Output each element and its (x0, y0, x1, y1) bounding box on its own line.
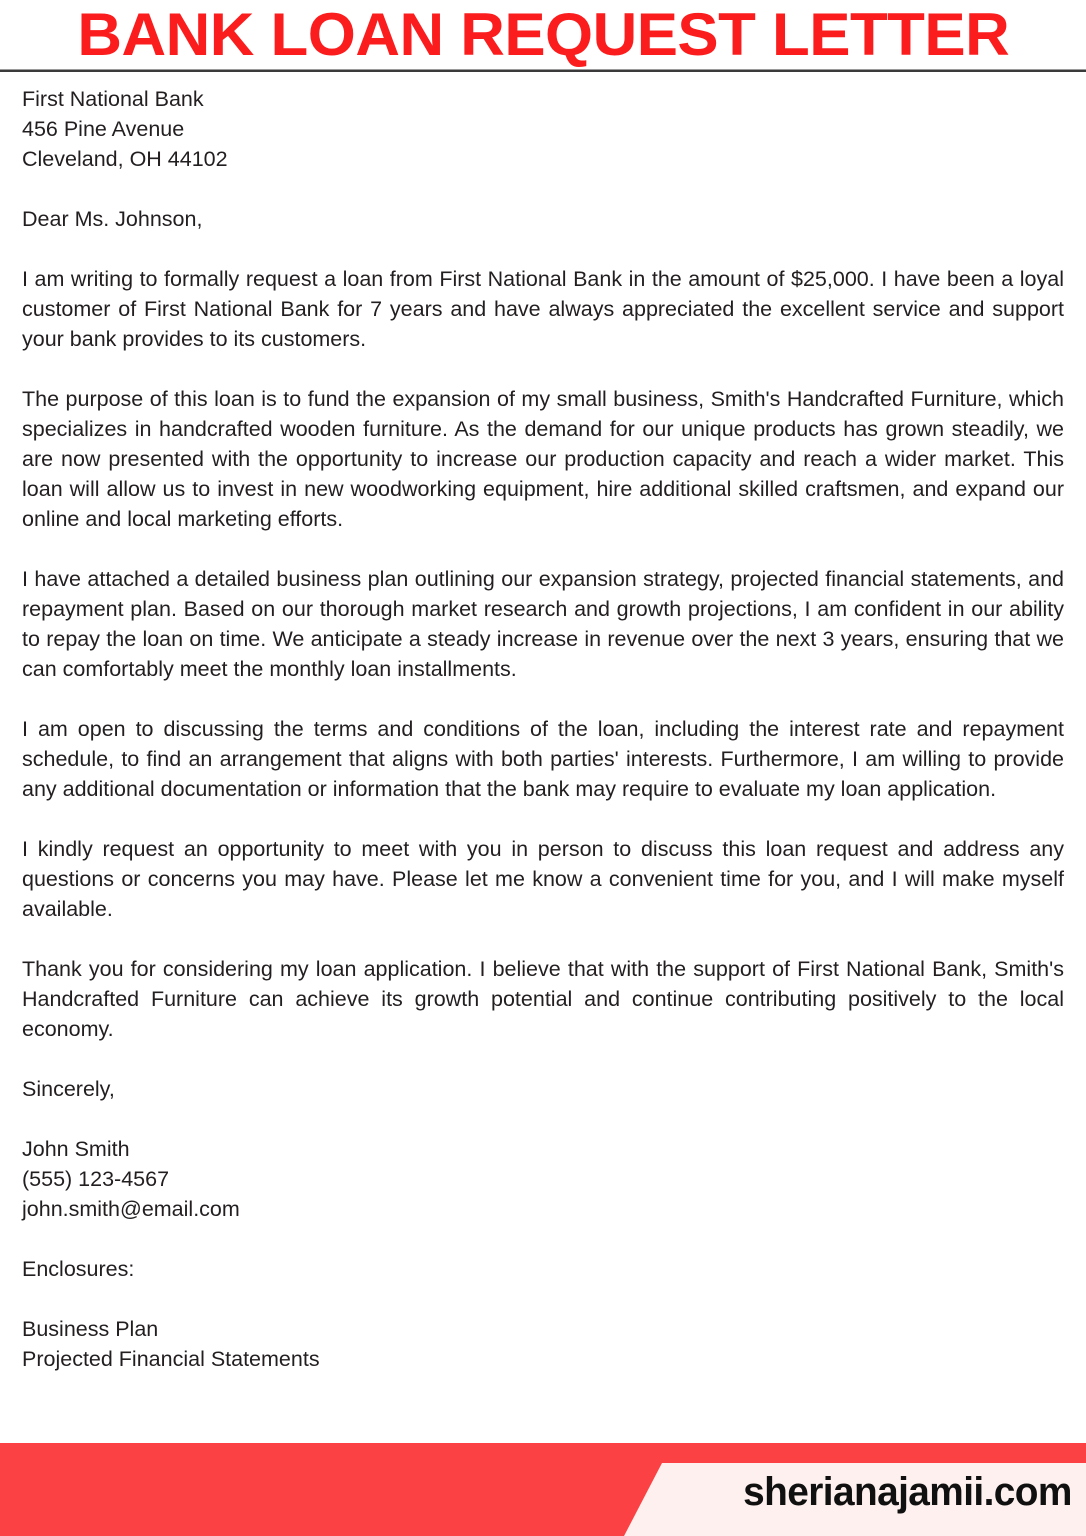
title-divider (0, 69, 1086, 72)
spacer (22, 534, 1064, 564)
spacer (22, 234, 1064, 264)
signer-phone: (555) 123-4567 (22, 1167, 170, 1191)
enclosures-list (22, 1314, 1064, 1374)
body-paragraph: I am writing to formally request a loan from First National Bank in the amount of $25,000. I have been a loyal customer of First National Bank for 7 years and have always appreciated the excellent service and support your bank provides to its customers. (22, 267, 1064, 351)
document-title-bar (0, 0, 1086, 70)
enclosures-label: Enclosures: (22, 1257, 135, 1281)
body-paragraph: Thank you for considering my loan application. I believe that with the support of First National Bank, Smith's Handcrafted Furniture can achieve its growth potential and continue contributing positively to the local economy. (22, 957, 1064, 1041)
spacer (22, 1104, 1064, 1134)
recipient-organization: First National Bank (22, 87, 204, 111)
recipient-street: 456 Pine Avenue (22, 117, 185, 141)
signature-block (22, 1134, 1064, 1224)
spacer (22, 804, 1064, 834)
salutation: Dear Ms. Johnson, (22, 207, 203, 231)
spacer (22, 684, 1064, 714)
signer-email: john.smith@email.com (22, 1197, 240, 1221)
body-paragraph: I have attached a detailed business plan outlining our expansion strategy, projected financial statements, and repayment plan. Based on our thorough market research and growth projections, I am confident in our ability to repay the loan on time. We anticipate a steady increase in revenue over the next 3 years, ensuring that we can comfortably meet the monthly loan installments. (22, 567, 1064, 681)
recipient-address-block (22, 84, 1064, 174)
brand-watermark: sherianajamii.com (743, 1470, 1072, 1514)
spacer (22, 924, 1064, 954)
enclosure-item: Projected Financial Statements (22, 1347, 320, 1371)
signer-name: John Smith (22, 1137, 130, 1161)
letter-body (22, 84, 1064, 1374)
recipient-city-state-zip: Cleveland, OH 44102 (22, 147, 228, 171)
spacer (22, 174, 1064, 204)
spacer (22, 354, 1064, 384)
page-title: BANK LOAN REQUEST LETTER (77, 1, 1009, 68)
body-paragraph: The purpose of this loan is to fund the expansion of my small business, Smith's Handcrafted Furniture, which specializes in handcrafted wooden furniture. As the demand for our unique products has grown steadily, we are now presented with the opportunity to increase our production capacity and reach a wider market. This loan will allow us to invest in new woodworking equipment, hire additional skilled craftsmen, and expand our online and local marketing efforts. (22, 387, 1064, 531)
spacer (22, 1284, 1064, 1314)
enclosure-item: Business Plan (22, 1317, 159, 1341)
spacer (22, 1224, 1064, 1254)
body-paragraph: I am open to discussing the terms and conditions of the loan, including the interest rate and repayment schedule, to find an arrangement that aligns with both parties' interests. Furthermore, I am willing to provide any additional documentation or information that the bank may require to evaluate my loan application. (22, 717, 1064, 801)
closing: Sincerely, (22, 1077, 115, 1101)
body-paragraph: I kindly request an opportunity to meet with you in person to discuss this loan request and address any questions or concerns you may have. Please let me know a convenient time for you, and I will make myself available. (22, 837, 1064, 921)
spacer (22, 1044, 1064, 1074)
